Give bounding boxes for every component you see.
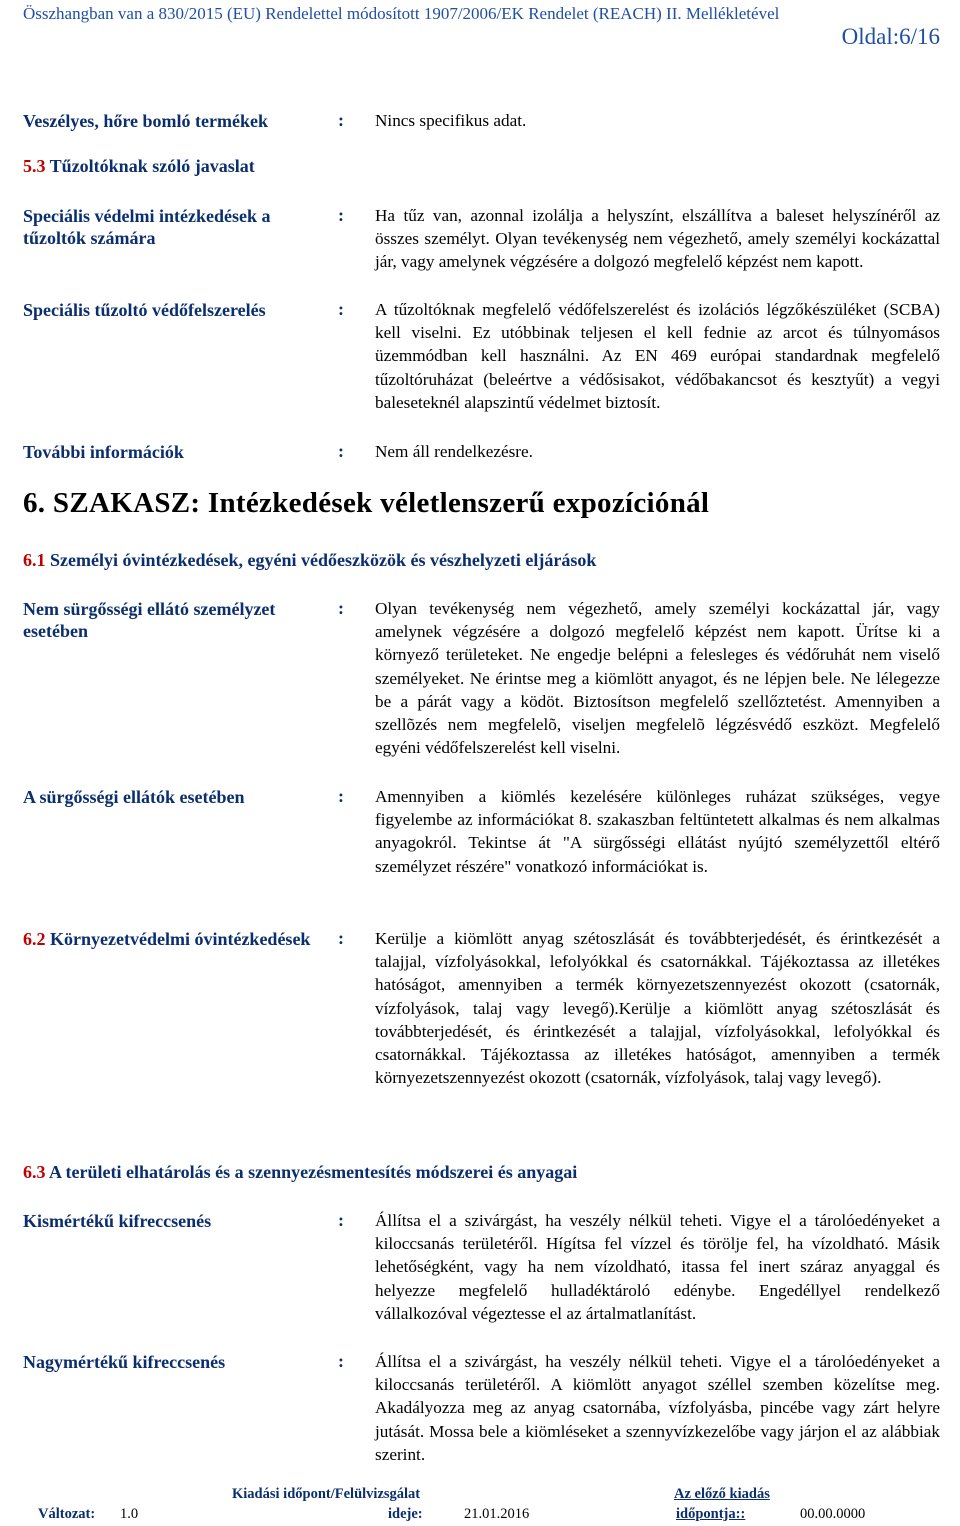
colon: :	[338, 928, 344, 948]
subsection-number: 6.1	[23, 550, 46, 570]
colon: :	[338, 786, 344, 806]
environmental-value: Kerülje a kiömlött anyag szétoszlását és továbbterjedését, és érintkezését a talajjal, vízfolyásokkal, lefolyókkal és csatornákkal. Tájékoztassa az illetékes hatóságot, amennyiben a termék környezetszennyezést okozott (csatornák, vízfolyások, talaj vagy levegő).Kerülje a kiömlött anyag szétoszlását és továbbterjedését, és érintkezését a talajjal, vízfolyásokkal, lefolyókkal és csatornákkal. Tájékoztassa az illetékes hatóságot, amennyiben a termék környezetszennyezést okozott (csatornák, vízfolyások, talaj vagy levegő).	[375, 929, 940, 1088]
subsection-number: 5.3	[23, 156, 46, 176]
fire-protection-label: Speciális védelmi intézkedések a tűzoltók számára	[23, 206, 271, 248]
hazardous-products-label: Veszélyes, hőre bomló termékek	[23, 111, 268, 131]
non-emergency-label: Nem sürgősségi ellátó személyzet esetében	[23, 599, 276, 641]
further-info-label: További információk	[23, 442, 184, 462]
large-spill-value: Állítsa el a szivárgást, ha veszély nélkül teheti. Vigye el a tárolóedényeket a kiloccsanás területéről. A kiömlött anyagot széllel szemben közelítse meg. Akadályozza meg az anyag csatornába, vízfolyásba, pincébe vagy zárt helyre jutását. Mossa bele a kiömléseket a szennyvízkezelőbe vagy járjon el az alábbiak szerint.	[375, 1352, 940, 1464]
subsection-text: Személyi óvintézkedések, egyéni védőeszközök és vészhelyzeti eljárások	[45, 550, 597, 570]
subsection-number: 6.2	[23, 929, 46, 949]
subsection-text: Tűzoltóknak szóló javaslat	[45, 156, 255, 176]
colon: :	[338, 1210, 344, 1230]
colon: :	[338, 441, 344, 461]
subsection-6-3	[23, 1162, 577, 1183]
subsection-text: A területi elhatárolás és a szennyezésmentesítés módszerei és anyagai	[45, 1162, 578, 1182]
colon: :	[338, 299, 344, 319]
environmental-label-text: Környezetvédelmi óvintézkedések	[50, 929, 311, 949]
small-spill-value: Állítsa el a szivárgást, ha veszély nélkül teheti. Vigye el a tárolóedényeket a kiloccsanás területéről. Hígítsa fel vízzel és törölje fel, ha vízoldható. Másik lehetőségként, vagy ha nem vízoldható, itassa fel inert száraz anyaggal és helyezze megfelelő hulladéktároló edénybe. Engedéllyel rendelkező vállalkozóval végeztesse el az ártalmatlanítást.	[375, 1211, 940, 1323]
firefighter-equipment-label: Speciális tűzoltó védőfelszerelés	[23, 300, 266, 320]
footer-version-label: Változat:	[38, 1506, 96, 1522]
colon: :	[338, 1351, 344, 1371]
footer-issue-label: Kiadási időpont/Felülvizsgálat	[232, 1486, 421, 1502]
further-info-value: Nem áll rendelkezésre.	[375, 442, 533, 461]
footer-issue-label-2: ideje:	[388, 1506, 423, 1522]
footer-prev-value: 00.00.0000	[800, 1506, 866, 1522]
colon: :	[338, 205, 344, 225]
footer-issue-value: 21.01.2016	[464, 1506, 530, 1522]
environmental-label	[23, 928, 323, 950]
page-number: Oldal:6/16	[841, 24, 940, 49]
regulation-header: Összhangban van a 830/2015 (EU) Rendelettel módosított 1907/2006/EK Rendelet (REACH) II. Mellékletével	[23, 4, 780, 23]
hazardous-products-value: Nincs specifikus adat.	[375, 111, 527, 130]
colon: :	[338, 110, 344, 130]
small-spill-label: Kismértékű kifreccsenés	[23, 1211, 212, 1231]
fire-protection-value: Ha tűz van, azonnal izolálja a helyszínt, elszállítva a baleset helyszínéről az összes személyt. Olyan tevékenység nem végezhető, amely személyi kockázattal jár, vagy amelynek végzésére a dolgozó megfelelő képzést nem kapott.	[375, 206, 940, 272]
footer-version-value: 1.0	[120, 1506, 139, 1522]
footer-prev-label: Az előző kiadás	[674, 1486, 770, 1502]
subsection-5-3	[23, 156, 255, 177]
subsection-number: 6.3	[23, 1162, 46, 1182]
firefighter-equipment-value: A tűzoltóknak megfelelő védőfelszerelést és izolációs légzőkészüléket (SCBA) kell viselni. Ez utóbbinak teljesen el kell fednie az arcot és túlnyomásos üzemmódban kell használni. Az EN 469 európai standardnak megfelelő tűzoltóruházat (beleértve a védősisakot, védőbakancsot és kesztyűt) a vegyi baleseteknél alapszintű védelmet biztosít.	[375, 300, 940, 412]
non-emergency-value: Olyan tevékenység nem végezhető, amely személyi kockázattal jár, vagy amelynek végzésére a dolgozó megfelelő képzést nem kapott. Ürítse ki a környező területeket. Ne engedje belépni a felesleges és védőruhát nem viselő személyeket. Ne érintse meg a kiömlött anyagot, és ne lépjen bele. Ne lélegezze be a párát vagy a ködöt. Biztosítson megfelelő szellőztetést. Amennyiben a szellõzés nem megfelelõ, viseljen megfelelõ légzésvédő eszközt. Megfelelő egyéni védőfelszerelést kell viselni.	[375, 599, 940, 758]
section-6-title: 6. SZAKASZ: Intézkedések véletlenszerű expozíciónál	[23, 487, 710, 519]
colon: :	[338, 598, 344, 618]
footer-prev-label-2: időpontja::	[676, 1506, 746, 1522]
emergency-label: A sürgősségi ellátók esetében	[23, 787, 245, 807]
emergency-value: Amennyiben a kiömlés kezelésére különleges ruházat szükséges, vegye figyelembe az információkat 8. szakaszban feltüntetett alkalmas és nem alkalmas anyagokról. Tekintse át "A sürgősségi ellátást nyújtó személyzettől eltérő személyzet részére" vonatkozó információkat is.	[375, 787, 940, 876]
subsection-6-1	[23, 550, 596, 571]
large-spill-label: Nagymértékű kifreccsenés	[23, 1352, 226, 1372]
